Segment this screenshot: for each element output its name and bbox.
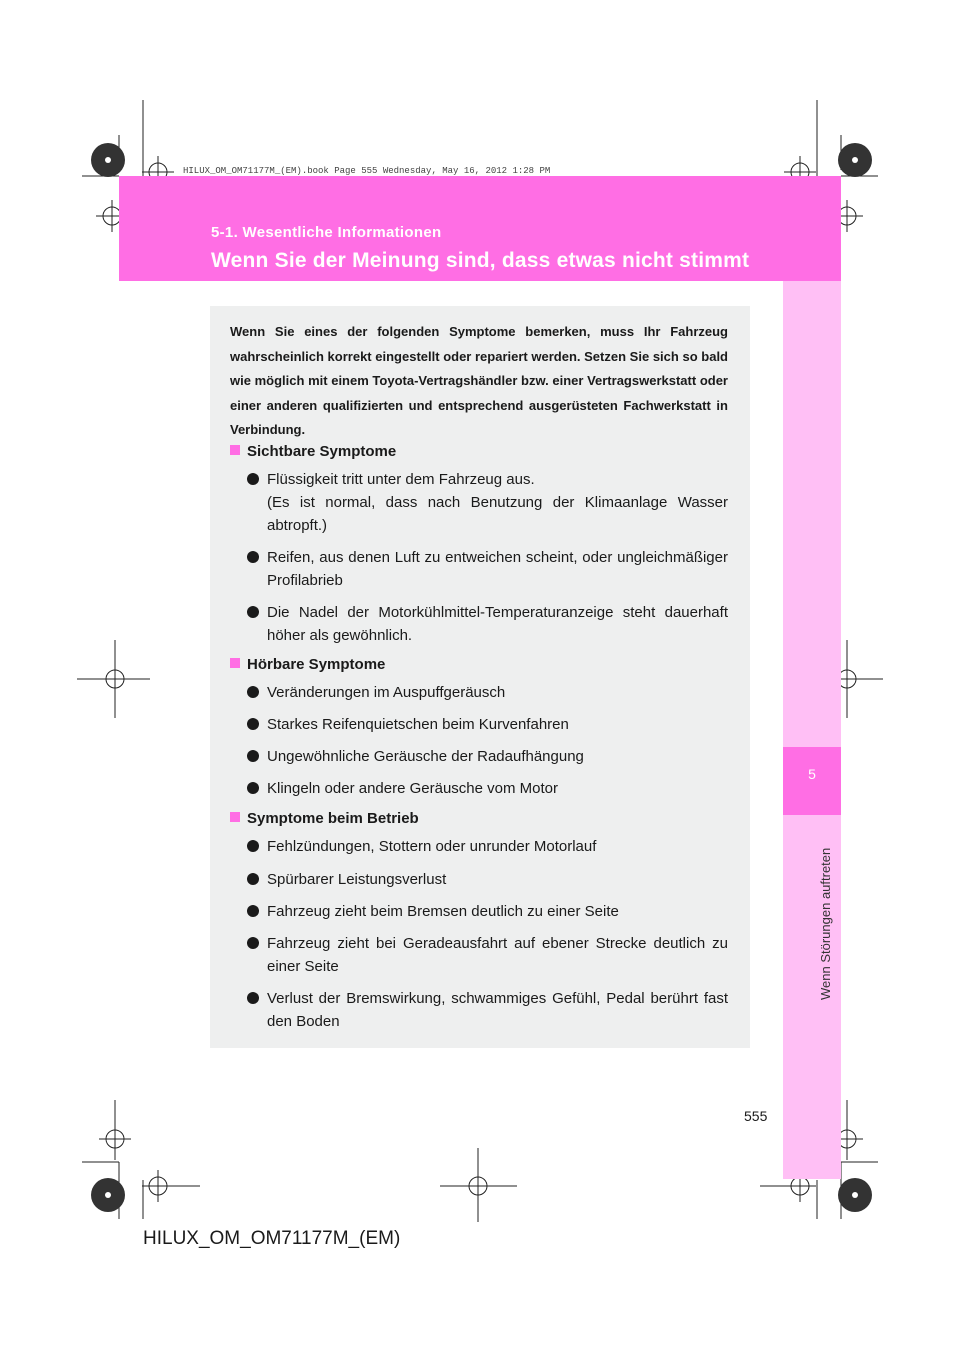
section-heading [230,810,419,827]
chapter-side-tab [783,281,841,1179]
bullet-icon [247,551,259,563]
print-stamp: HILUX_OM_OM71177M_(EM).book Page 555 Wednesday, May 16, 2012 1:28 PM [183,166,551,176]
list-item-text: Ungewöhnliche Geräusche der Radaufhängung [267,748,584,765]
section-heading [230,656,385,673]
section-heading-text: Sichtbare Symptome [247,443,397,460]
list-item [247,777,728,800]
bullet-icon [247,473,259,485]
list-item [247,987,728,1033]
list-item-text: Starkes Reifenquietschen beim Kurvenfahren [267,716,569,733]
section-heading-text: Hörbare Symptome [247,656,386,673]
bullet-icon [247,840,259,852]
list-item [247,713,728,736]
list-item [247,601,728,647]
square-bullet-icon [230,658,240,668]
list-item-text: Verlust der Bremswirkung, schwammiges Gefühl, Pedal berührt fast den Boden [267,990,728,1030]
chapter-title-text: Wenn Störungen auftreten [818,847,833,1000]
list-item [247,546,728,592]
bullet-icon [247,905,259,917]
list-item-text: Spürbarer Leistungsverlust [267,871,447,888]
list-item-text: Veränderungen im Auspuffgeräusch [267,684,506,701]
list-item-text: Fehlzündungen, Stottern oder unrunder Motorlauf [267,838,597,855]
list-item-text: Reifen, aus denen Luft zu entweichen scheint, oder ungleichmäßiger Profilabrieb [267,549,728,589]
bullet-icon [247,718,259,730]
list-item [247,681,728,704]
bullet-icon [247,606,259,618]
list-item-text: Klingeln oder andere Geräusche vom Motor [267,780,558,797]
list-item-text: Fahrzeug zieht bei Geradeausfahrt auf ebener Strecke deutlich zu einer Seite [267,935,728,975]
list-item-text: Die Nadel der Motorkühlmittel-Temperaturanzeige steht dauerhaft höher als gewöhnlich. [267,604,728,644]
chapter-title [783,830,841,1010]
intro-paragraph: Wenn Sie eines der folgenden Symptome bemerken, muss Ihr Fahrzeug wahrscheinlich korrekt eingestellt oder repariert werden. Setzen Sie sich so bald wie möglich mit einem Toyota-Vertragshändler bzw. einer Vertragswerkstatt oder einer anderen qualifizierten und entsprechend ausgerüsteten Fachwerkstatt in Verbindung. [230,324,728,437]
list-item [247,932,728,978]
square-bullet-icon [230,812,240,822]
list-item-text: (Es ist normal, dass nach Benutzung der Klimaanlage Wasser abtropft.) [267,494,728,534]
bullet-icon [247,937,259,949]
section-heading-text: Symptome beim Betrieb [247,810,419,827]
list-item [247,900,728,923]
list-item-text: Fahrzeug zieht beim Bremsen deutlich zu einer Seite [267,903,619,920]
bullet-icon [247,873,259,885]
page-title: Wenn Sie der Meinung sind, dass etwas nicht stimmt [211,249,750,272]
list-item [247,745,728,768]
list-item [247,835,728,858]
page-number: 555 [744,1108,768,1124]
bullet-icon [247,782,259,794]
chapter-number: 5 [808,766,816,782]
list-item-note [247,491,728,537]
bullet-icon [247,992,259,1004]
list-item-text: Flüssigkeit tritt unter dem Fahrzeug aus. [267,471,535,488]
square-bullet-icon [230,445,240,455]
bullet-icon [247,750,259,762]
list-item [247,868,728,891]
section-heading [230,443,396,460]
section-label: 5-1. Wesentliche Informationen [211,224,442,241]
bullet-icon [247,686,259,698]
list-item [247,468,728,491]
document-code: HILUX_OM_OM71177M_(EM) [143,1228,401,1249]
